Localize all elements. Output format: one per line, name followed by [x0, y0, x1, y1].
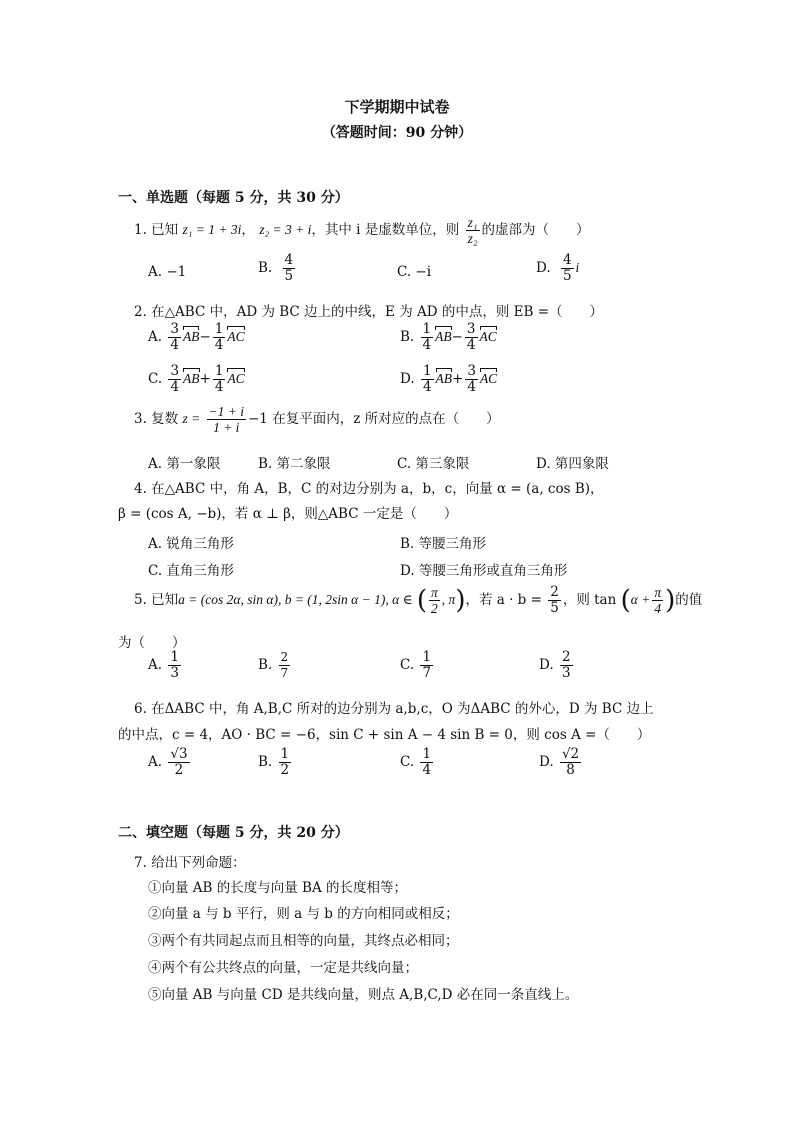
q4-option-b: B. 等腰三角形: [400, 536, 487, 552]
q4-option-c: C. 直角三角形: [148, 563, 234, 579]
q1-suffix: 的虚部为（ ）: [481, 222, 590, 238]
q2-option-a: A. $\frac{3}{4}$ AB− $\frac{1}{4}$ AC: [148, 321, 245, 353]
q5-option-a: A. $\frac{1}{3}$: [148, 649, 179, 681]
q1-prefix: 1. 已知: [134, 222, 179, 238]
q7-item-5: ⑤向量 AB 与向量 CD 是共线向量，则点 A,B,C,D 必在同一条直线上。: [148, 987, 579, 1003]
section-heading-single-choice: 一、单选题（每题 5 分，共 30 分）: [118, 190, 349, 206]
q7-item-3: ③两个有共同起点而且相等的向量，其终点必相同；: [148, 933, 459, 949]
q6-option-b: B. $\frac{1}{2}$: [258, 746, 290, 778]
q2-option-b: B. $\frac{1}{4}$ AB− $\frac{3}{4}$ AC: [400, 321, 497, 353]
question-3-stem: 3. 复数 z = $\frac{-1 + i}{1 + i}$ −1 在复平面内，z 所对应的点在（ ）: [134, 404, 500, 435]
page-subtitle: （答题时间：90 分钟）: [321, 125, 473, 141]
q5-option-d: D. $\frac{2}{3}$: [539, 649, 571, 681]
q5-option-b: B. $\frac{2}{7}$: [258, 650, 289, 680]
q1-z2: z₂ = 3 + i: [259, 222, 312, 237]
section-heading-fill-in: 二、填空题（每题 5 分，共 20 分）: [118, 825, 349, 841]
q2-option-c: C. $\frac{3}{4}$ AB+ $\frac{1}{4}$ AC: [148, 363, 245, 395]
q1-option-c: C. −i: [397, 264, 432, 280]
page-title: 下学期期中试卷: [344, 98, 450, 116]
question-1-stem: 1. 已知 z₁ = 1 + 3i， z₂ = 3 + i，其中 i 是虚数单位，则 $\frac{\text{z₁}}{\text{z₂}}$ 的虚部为（ ）: [134, 215, 590, 246]
q7-item-1: ①向量 AB 的长度与向量 BA 的长度相等；: [148, 880, 408, 896]
q5-option-c: C. $\frac{1}{7}$: [400, 649, 432, 681]
question-4-line-1: 4. 在△ABC 中，角 A，B，C 的对边分别为 a，b，c，向量 α = (a, cos B)，: [134, 481, 604, 497]
question-6-line-1: 6. 在ΔABC 中，角 A,B,C 所对的边分别为 a,b,c，O 为ΔABC 的外心，D 为 BC 边上: [134, 701, 654, 717]
q6-option-c: C. $\frac{1}{4}$: [400, 746, 432, 778]
question-6-line-2: 的中点，c = 4，AO · BC = −6，sin C + sin A − 4 sin B = 0，则 cos A =（ ）: [118, 727, 651, 743]
q1-z1: z₁ = 1 + 3i: [182, 222, 242, 237]
question-5-line-2: 为（ ）: [118, 635, 186, 651]
q6-option-a: A. $\frac{√3}{2}$: [148, 746, 188, 778]
q4-option-d: D. 等腰三角形或直角三角形: [400, 563, 568, 579]
q3-option-b: B. 第二象限: [258, 456, 331, 472]
q1-fraction: $\frac{\text{z₁}}{\text{z₂}}$: [467, 215, 478, 246]
q3-option-c: C. 第三象限: [397, 456, 470, 472]
question-7-stem: 7. 给出下列命题：: [134, 855, 246, 871]
question-4-line-2: β = (cos A, −b)，若 α ⊥ β，则△ABC 一定是（ ）: [118, 506, 458, 522]
q1-mid: ，其中 i 是虚数单位，则: [311, 222, 460, 238]
q3-option-a: A. 第一象限: [148, 456, 221, 472]
q3-option-d: D. 第四象限: [536, 456, 609, 472]
q6-option-d: D. $\frac{√2}{8}$: [539, 746, 580, 778]
q7-item-4: ④两个有公共终点的向量，一定是共线向量；: [148, 960, 418, 976]
question-2-stem: 2. 在△ABC 中，AD 为 BC 边上的中线，E 为 AD 的中点，则 EB =（ ）: [134, 304, 604, 320]
q7-item-2: ②向量 a 与 b 平行，则 a 与 b 的方向相同或相反；: [148, 906, 459, 922]
q1-option-b: B. $\frac{4}{5}$: [258, 252, 294, 284]
q1-option-a: A. −1: [148, 264, 187, 280]
question-5-stem: 5. 已知a = (cos 2α, sin α), b = (1, 2sin α − 1), α ∈ ( $\frac{\pi}{2}$ , π)，若 a · b = $\frac{2}{5}$ ，则 tan (α + $\frac{\pi}{4}$ )的值: [134, 584, 703, 616]
q2-option-d: D. $\frac{1}{4}$ AB+ $\frac{3}{4}$ AC: [400, 363, 498, 395]
q4-option-a: A. 锐角三角形: [148, 536, 234, 552]
q1-option-d: D. $\frac{4}{5}$ i: [536, 252, 580, 284]
